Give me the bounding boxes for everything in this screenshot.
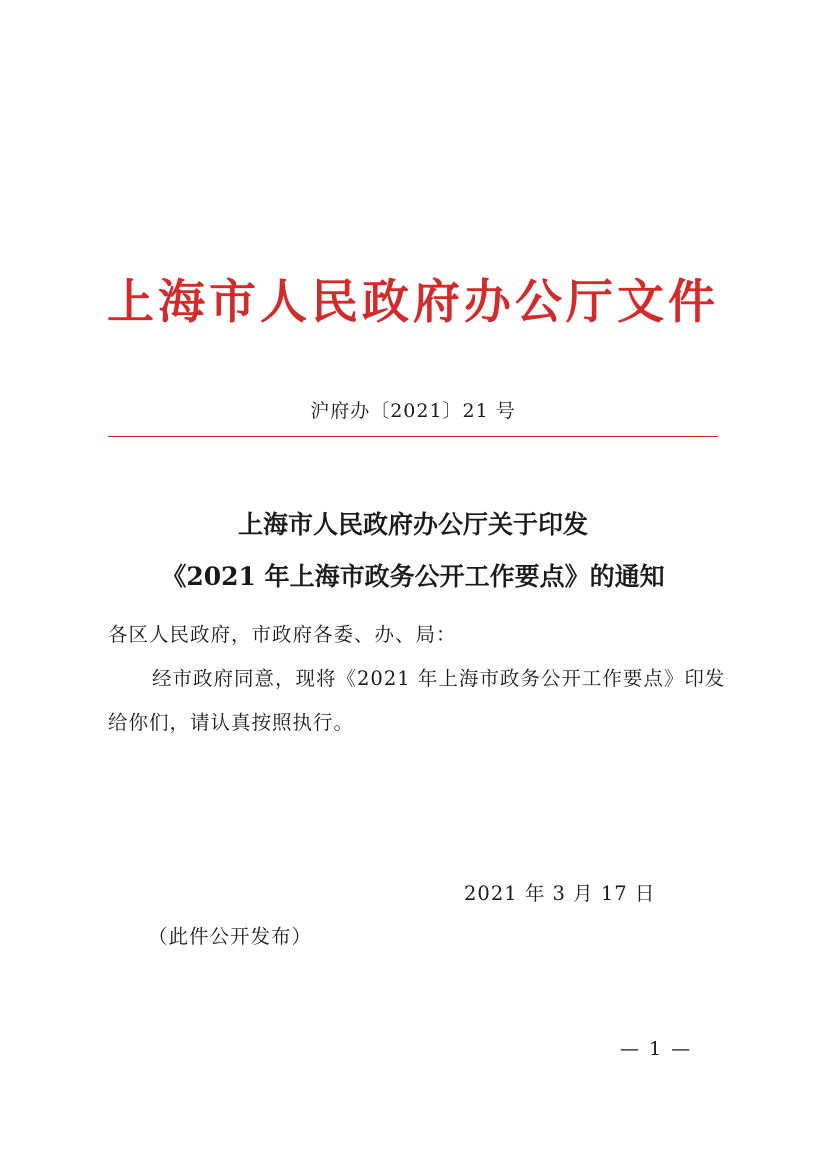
body-paragraph-line-2: 给你们，请认真按照执行。 (108, 711, 355, 734)
page-number: — 1 — (620, 1038, 693, 1060)
issue-date: 2021 年 3 月 17 日 (464, 882, 656, 905)
document-title-line-2: 《2021 年上海市政务公开工作要点》的通知 (161, 562, 665, 591)
document-number: 沪府办〔2021〕21 号 (310, 400, 516, 422)
document-title-line-1: 上海市人民政府办公厅关于印发 (237, 510, 588, 539)
red-separator-line (108, 436, 718, 437)
addressee: 各区人民政府，市政府各委、办、局： (108, 623, 457, 646)
issuing-authority-header: 上海市人民政府办公厅文件 (107, 275, 719, 330)
body-paragraph-line-1: 经市政府同意，现将《2021 年上海市政务公开工作要点》印发 (152, 667, 726, 690)
disclosure-note: （此件公开发布） (148, 925, 313, 948)
